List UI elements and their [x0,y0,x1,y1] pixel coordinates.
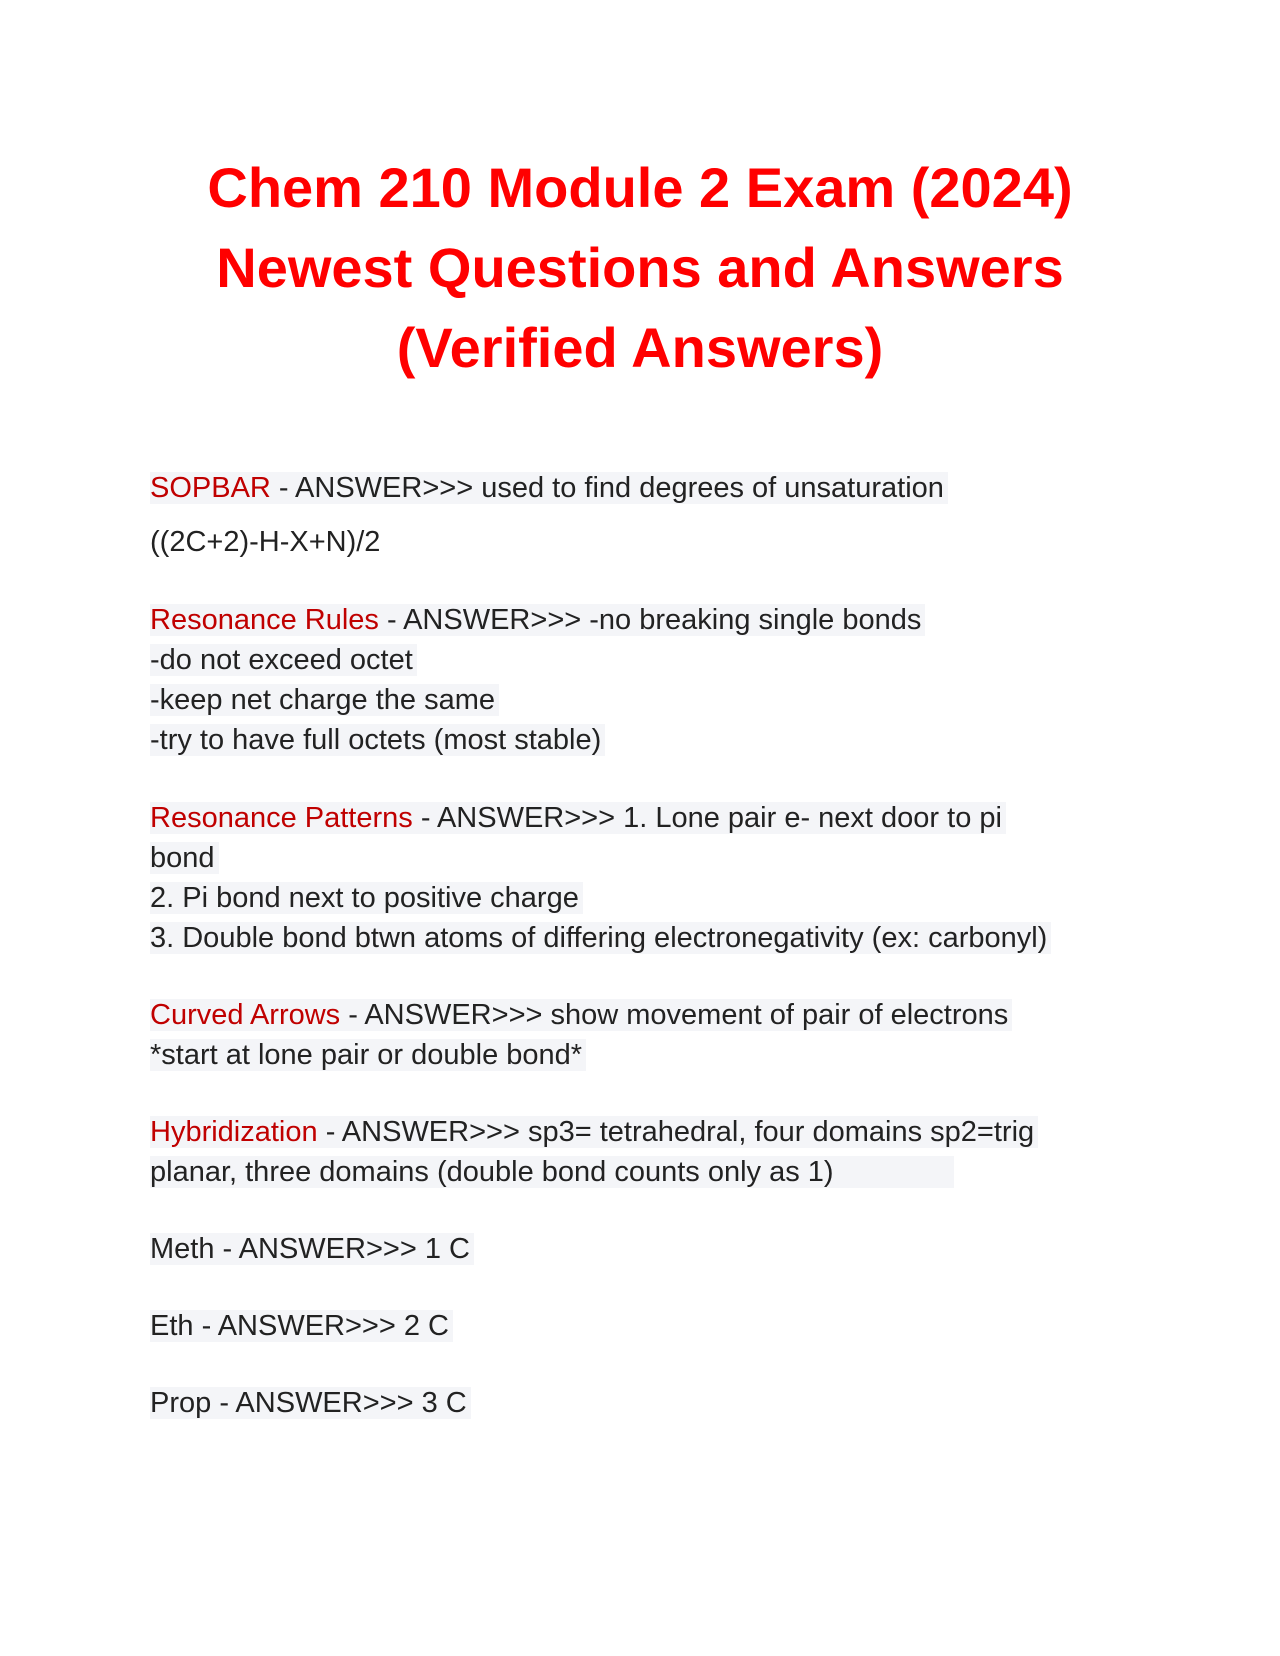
term-hybridization: Hybridization [150,1116,318,1148]
qa-entry-sopbar [150,468,948,562]
answer-line: 2 C [403,1310,449,1342]
qa-entry-meth [150,1229,474,1269]
qa-entry-hybridization [150,1112,1038,1192]
answer-line: -no breaking single bonds [589,604,922,636]
answer-line: -do not exceed octet [150,644,417,676]
title-line-3: (Verified Answers) [396,316,884,379]
qa-entry-prop [150,1383,471,1423]
answer-line: 2. Pi bond next to positive charge [150,882,583,914]
answer-line: 3 C [421,1387,467,1419]
term-resonance-patterns: Resonance Patterns [150,802,413,834]
answer-separator: - ANSWER>>> [270,472,482,504]
term-prop: Prop [150,1387,212,1419]
title-line-2: Newest Questions and Answers [216,236,1064,299]
term-curved-arrows: Curved Arrows [150,999,341,1031]
answer-separator: - ANSWER>>> [412,802,624,834]
answer-line: sp3= tetrahedral, four domains sp2=trig [527,1116,1035,1148]
answer-separator: - ANSWER>>> [340,999,551,1031]
answer-line: 1. Lone pair e- next door to pi [623,802,1002,834]
answer-separator: - ANSWER>>> [211,1387,422,1419]
answer-line: *start at lone pair or double bond* [150,1039,586,1071]
answer-line: -try to have full octets (most stable) [150,724,605,756]
qa-entry-curved-arrows [150,995,1012,1075]
answer-separator: - ANSWER>>> [378,604,590,636]
term-resonance-rules: Resonance Rules [150,604,379,636]
term-sopbar: SOPBAR [150,472,271,504]
answer-line: ((2C+2)-H-X+N)/2 [150,526,381,558]
answer-line: 3. Double bond btwn atoms of differing electronegativity (ex: carbonyl) [150,922,1051,954]
term-eth: Eth [150,1310,194,1342]
document-title [120,148,1160,388]
answer-separator: - ANSWER>>> [317,1116,528,1148]
answer-line: bond [150,842,219,874]
answer-separator: - ANSWER>>> [214,1233,425,1265]
qa-entry-resonance-patterns [150,798,1051,958]
answer-line: used to find degrees of unsaturation [481,472,944,504]
qa-entry-eth [150,1306,453,1346]
answer-line: -keep net charge the same [150,684,499,716]
title-line-1: Chem 210 Module 2 Exam (2024) [207,156,1073,219]
answer-separator: - ANSWER>>> [193,1310,404,1342]
answer-line: 1 C [424,1233,470,1265]
answer-line: planar, three domains (double bond counts only as 1) [150,1156,954,1188]
term-meth: Meth [150,1233,215,1265]
answer-line: show movement of pair of electrons [550,999,1009,1031]
qa-entry-resonance-rules [150,600,925,760]
